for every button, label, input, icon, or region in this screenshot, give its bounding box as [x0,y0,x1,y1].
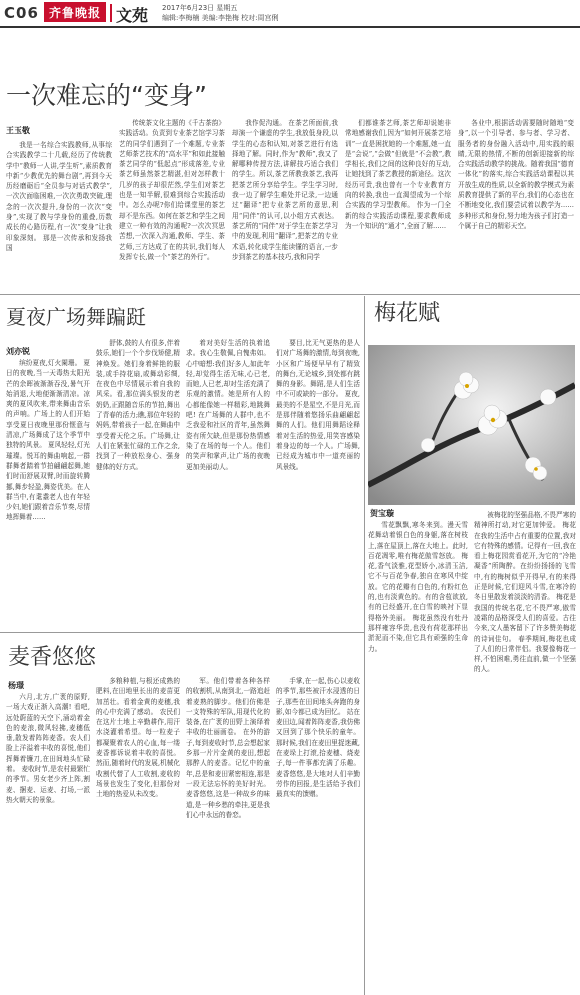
article-column: 们都谁茶艺师,茶艺师却说她非常地感谢我们,因为“如何开展茶艺培训”一直是困扰她的一个难题,她一直是“会说”,“会做”但就是“不会教”,教学相长,我们之间的这种良好的互动,让她找到了茶艺教授的新途径。这次经历可贵,我也曾有一个专业教育方向的转换,我也一直渴望成为一个综合实践的学习型教师。 作为一门全新的综合实践活动课程,要求教师成为一个知识的“通才”,全面了解…… [345,119,451,230]
section-divider [0,632,364,633]
editorial-staff: 编辑:李梅楠 美编:李艳梅 校对:周宫俐 [162,14,279,22]
section-divider [0,294,580,295]
header-rule [0,26,580,28]
article-author: 刘亦锐 [6,347,30,356]
newspaper-logo: 齐鲁晚报 [44,2,106,22]
article-column: 我作促沟通。 在茶艺所面前,我却演一个谦虚的学生,我放低身段,以学生的心态和认知,对茶艺进行有选择地了解。同时,作为“教师”,我又了解哪种传授方法,讲解技巧适合我们的学生。所以,茶艺所教我茶艺,我再把茶艺所分享给学生。学生学习时,我一边了解学生难处并记录,一边通过“翻译”把专业茶艺所的意思,利用“同伴”的认可,以小组方式表达。茶艺所的“同伴”对于学生在茶艺学习中的发现,利用“翻译”,把茶艺的专业术语,转化成学生能读懂的语言,一步步到茶艺的基本技巧,我和同学 [232,119,338,261]
article-title: 夏夜广场舞蹁跹 [6,305,146,329]
column-divider [364,296,365,995]
article-column: 缤纷夏夜,灯火阑珊。 夏日的夜晚,当一天毒热太阳光芒的余晖被渐渐吞没,暑气开始消退,大地便渐渐清凉。凉爽的夏风吹来,带来舞曲音乐的声响。广场上的人们开始享受夏日夜晚里那份惬意与清凉,广场舞成了这个季节中独特的风景。 夏风轻轻,灯光璀璨。悦耳的舞曲响起,一群群舞者踏着节拍翩翩起舞,她们时而舒展双臂,时而旋转腾挪,舞步轻盈,舞姿优美。在人群当中,有耄耋老人也有年轻少妇,她们跟着音乐节奏,尽情地挥舞着…… [6,359,90,522]
article-column: 手掌,在一起,伤心以麦收的季节,那些被汗水浸透的日子,那些在田间地头奔跑的身影,如今都已成为回忆。 站在麦田边,闻着阵阵麦香,我仿佛又回到了那个快乐的童年。那时候,我们在麦田里捉迷藏,在麦垛上打滚,拾麦穗、烧麦子,每一件事都充满了乐趣。 麦香悠悠,是大地对人们辛勤劳作的回报,是生活给予我们最真实的馈赠。 [276,677,360,799]
article-column: 传统茶文化主题的《千古茶韵》实践活动。负责到专业茶艺馆学习茶艺的同学们遇到了一个难题,专业茶艺师茶艺技术的“高水平”和如此接触茶艺同学的“低起点”形成落差,专业茶艺师虽然茶艺精湛,但对怎样教十几岁的孩子却很茫然,学生们对茶艺也是一知半解,很难到综合实践活动中。怎么办呢?你们给课堂里的茶艺却不是东西。如何在茶艺和学生之间建立一种有效的沟通呢?一次次冥思苦想,一次深入沟通,教师、学生、茶艺师,三方达成了在的共识,我们每人发挥专长,做一个“茶艺的外行”。 [119,119,225,261]
article-column: 舒体,鼓的人有很多,伴着鼓乐,她们一个个步伐矫健,精神焕发。她们身着鲜艳的服装,或手持花扇,或舞动彩绸,在夜色中尽情展示着自我的风采。看,那位满头银发的老奶奶,正跟随音乐的节拍,舞出了青春的活力;瞧,那位年轻的妈妈,带着孩子一起,在舞曲中享受着天伦之乐。广场舞,让人们在紧张忙碌的工作之余,找到了一种放松身心、强身健体的好方式。 [96,339,180,471]
article-author: 王玉敬 [6,126,30,135]
article-column: 六月,北方,广袤的原野,一场大戏正渐入高潮! 看吧,远处蔚蓝的天空下,涌动着金色的麦浪,微风轻拂,麦穗低垂,散发着阵阵麦香。农人们脸上洋溢着丰收的喜悦,他们挥舞着镰刀,在田间地头忙碌着。 麦收时节,是农村最繁忙的季节。男女老少齐上阵,割麦、捆麦、运麦、打场,一派热火朝天的景象。 [6,693,90,804]
section-name: 文苑 [116,6,149,25]
plum-blossom-photo [368,345,575,505]
article-column: 要目,比无气更热的是人们对广场舞的激情,每到夜晚,小区和广场便早早有了精致的舞台,无论城乡,到处都有跳舞的身影。舞蹈,是人们生活中不可或缺的一部分。 夏夜,最美的不是星空,不是月光,而是那伴随着悠扬乐曲翩翩起舞的人们。他们用舞蹈诠释着对生活的热爱,用笑容感染着身边的每一个人。广场舞,已经成为城市中一道亮丽的风景线。 [276,339,360,471]
article-column: 被梅花的坚强品格,不畏严寒的精神所打动,对它更加钟爱。 梅花在我的生活中占有重要的位置,我对它有特殊的感情。记得有一回,我在看上梅花园赏看花开,为它的“冷艳凝香”所陶醉。在纷纷扬扬的飞雪中,有的梅树似乎开得早,有的来得正是时候,它们迎风斗雪,在寒冷的冬日里散发着淡淡的清香。 梅花是我国的传统名花,它不畏严寒,傲雪凌霜的品格深受人们的喜爱。古往今来,文人墨客留下了许多赞美梅花的诗词佳句。 春季期间,梅花也成了人们的日常伴侣。我要像梅花一样,不怕困难,勇往直前,做一个坚强的人。 [474,511,576,674]
article-column: 各业中,根据活动需要随时随地“变身”,以一个引导者、参与者、学习者、服务者的身份融入活动中,用实践的眼睛,无限的热情,不断的创新迎接新的综合实践活动教学的挑战。随着我国“德育一体化”的落实,综合实践活动课程以其开放生成的性质,以全新的教学模式为素质教育提供了新的平台,我们的心态也在不断地变化,我们要尝试着以教学为……多种形式和身份,努力地为孩子们打造一个属于自己的精彩天空。 [458,119,574,230]
page-number: C06 [4,4,39,22]
article-column: 我是一名综合实践教师,从事综合实践教学二十几载,经历了传统教学中“教师一人讲,学生听”,素质教育中新“少教优先的舞台剧”,再到今天历经磨砺后“全员参与对话式教学”,一次次面临困难,一次次勇敢突破,理念的一次次提升,身份的一次次“变身”,实现了教与学身份的重叠,历数成长的心路历程,有一次“变身”让我印象深刻。 那是一次传承和发扬我国 [6,141,112,252]
article-title: 梅花赋 [374,301,441,326]
issue-date: 2017年6月23日 星期五 [162,4,238,12]
article-column: 雪花飘飘,寒冬来到。漫天雪花舞动着银白色的身躯,落在树枝上,落在屋顶上,落在大地上。此时,百花凋零,唯有梅花傲雪怒放。 梅花,香气淡雅,花型娇小,冰清玉洁,它不与百花争春,独自在寒风中绽放。它的花瓣有白色的,有粉红色的,也有淡黄色的。有的含苞欲放,有的已经盛开,在白雪的映衬下显得格外美丽。 梅花虽然没有牡丹那样雍容华贵,也没有荷花那样出淤泥而不染,但它具有顽强的生命力。 [368,521,468,653]
article-column: 多粮种植,与根还成熟的肥料,在田地里长出的麦苗更加茁壮。看着金黄的麦穗,我的心中充满了感动。 农民们在这片土地上辛勤耕作,用汗水浇灌着希望。每一粒麦子都凝聚着农人的心血,每一缕麦香都诉说着丰收的喜悦。 然而,随着时代的发展,机械化收割代替了人工收割,麦收的场景也发生了变化,但那份对土地的热爱从未改变。 [96,677,180,799]
header-divider [110,4,112,22]
article-column: 军。他们带着各种各样的收割机,从南到北,一路追赶着麦熟的脚步。他们仿佛是一支特殊的军队,用现代化的装备,在广袤的田野上演绎着丰收的壮丽画卷。 在外的游子,每到麦收时节,总会想起家乡那一片片金黄的麦田,想起那醉人的麦香。记忆中的童年,总是和麦田紧密相连,那是一段无法忘怀的美好时光。 麦香悠悠,这是一种故乡的味道,是一种乡愁的牵挂,更是我们心中永远的眷恋。 [186,677,270,819]
article-title: 一次难忘的“变身” [6,81,207,110]
article-author: 贺宝璇 [370,509,394,518]
article-author: 杨璟 [8,681,24,690]
article-title: 麦香悠悠 [8,645,97,670]
article-column: 着对美好生活的执着追求。我心生敬佩,自愧弗如。心中暗想:我们好多人,如此年轻,却觉得生活无味,心已老,而她,人已老,却对生活充满了乐观的激情。她是所有人的心都能像她一样精彩,地跳舞吧! 在广场舞的人群中,也不乏我爱和社区的青年,虽然舞姿有所欠缺,但是那份热情感染了在场的每一个人。他们的笑声和掌声,让广场的夜晚更加美丽动人。 [186,339,270,471]
